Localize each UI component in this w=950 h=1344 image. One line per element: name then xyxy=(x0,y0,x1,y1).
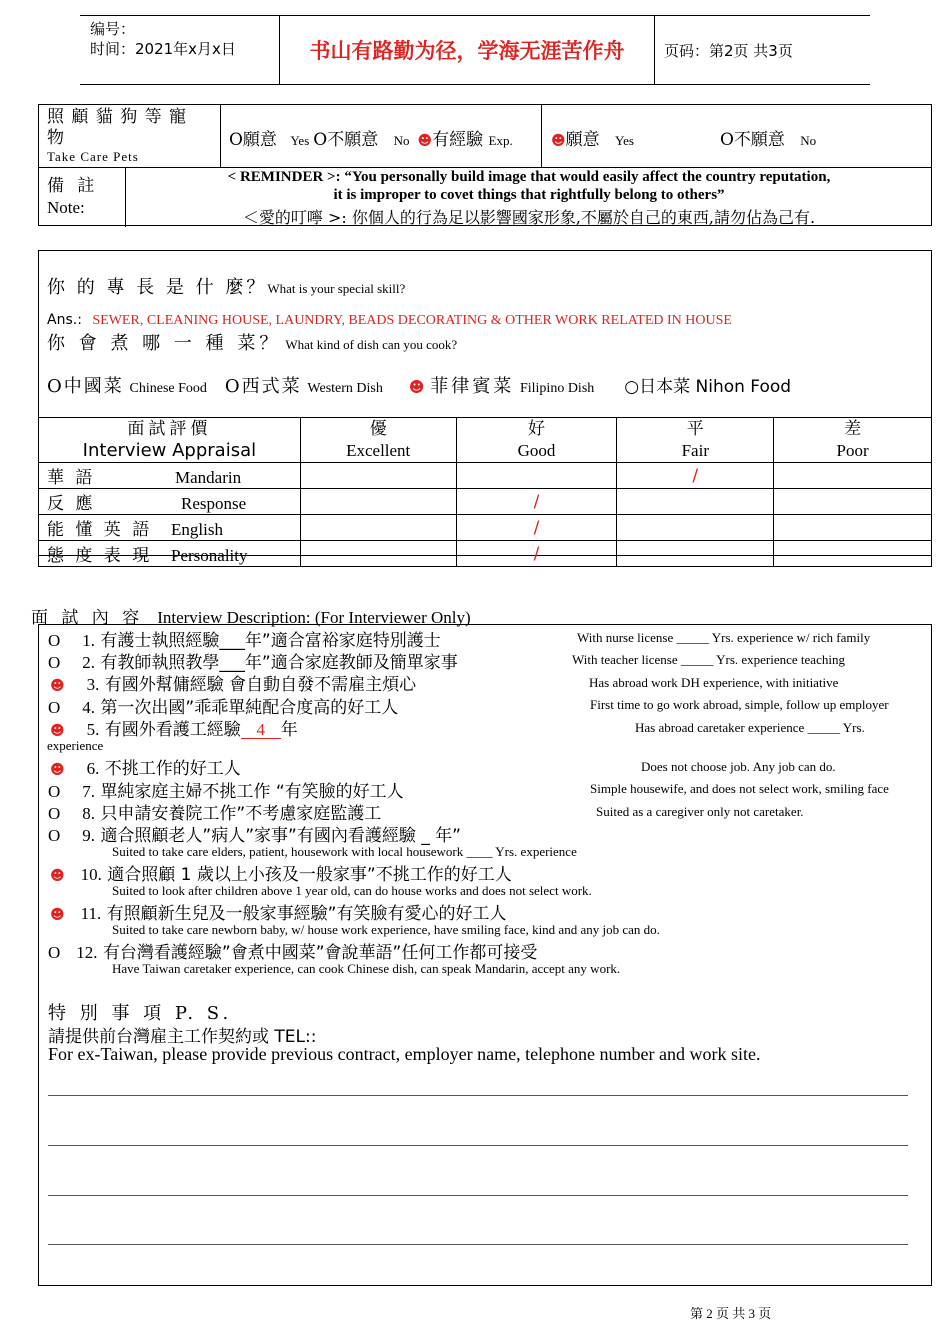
header-motto: 书山有路勤为径，学海无涯苦作舟 xyxy=(280,16,655,84)
checked-mark-icon: ☻ xyxy=(50,907,65,923)
checked-mark-icon: ☻ xyxy=(50,723,65,739)
dish-options: O中國菜 Chinese Food O西式菜 Western Dish ☻ 菲律賓菜 Filipino Dish ○日本菜 Nihon Food xyxy=(47,376,792,397)
rating-mark: / xyxy=(533,491,540,512)
checked-mark-icon: ☻ xyxy=(551,133,566,149)
interview-item-5-en-cont: experience xyxy=(47,738,104,753)
dish-opt-chinese[interactable]: O中國菜 xyxy=(47,376,124,397)
interview-item-9[interactable]: O 9. 適合照顧老人”病人”家事”有國內看護經驗 _ 年” xyxy=(48,826,461,846)
dish-question: 你 會 煮 哪 一 種 菜？ What kind of dish can you cook? xyxy=(47,333,458,354)
appraisal-row-personality: 態 度 表 現 Personality / xyxy=(39,541,932,567)
page-header xyxy=(80,15,870,85)
pets-options-left: O願意 Yes O不願意 No ☻有經驗 Exp. xyxy=(229,130,513,150)
pets-note-table xyxy=(38,104,932,226)
pets-opt-willing-2[interactable]: 願意 xyxy=(565,130,600,150)
ps-request-cn: 請提供前台灣雇主工作契約或 TEL:: xyxy=(48,1027,317,1047)
header-info xyxy=(80,16,280,84)
interview-item-2-en: With teacher license _____ Yrs. experience teaching xyxy=(572,652,845,667)
appraisal-header-cell: 面試評價 Interview Appraisal xyxy=(39,418,301,463)
time-label: 时间：2021年x月x日 xyxy=(90,40,236,58)
interview-item-1[interactable]: O 1. 有護士執照經驗___年”適合富裕家庭特別護士 xyxy=(48,631,441,651)
pets-options-right: ☻願意 Yes O不願意 No xyxy=(551,130,817,150)
skill-question: 你 的 專 長 是 什 麼？What is your special skill? xyxy=(47,277,406,298)
checked-mark-icon: ☻ xyxy=(408,378,425,396)
rating-mark: / xyxy=(692,465,699,486)
caretaker-years-value[interactable]: 4 xyxy=(241,721,281,739)
interview-item-6[interactable]: ☻ 6. 不挑工作的好工人 xyxy=(50,759,241,779)
ps-input-line[interactable] xyxy=(48,1095,908,1096)
skill-answer: Ans.: SEWER, CLEANING HOUSE, LAUNDRY, BEADS DECORATING & OTHER WORK RELATED IN HOUSE xyxy=(47,312,732,328)
appraisal-table xyxy=(38,417,932,567)
interview-item-10-en: Suited to look after children above 1 year old, can do house works and does not select work. xyxy=(112,883,592,898)
checked-mark-icon: ☻ xyxy=(417,133,433,149)
pets-opt-experience[interactable]: 有經驗 xyxy=(432,130,484,150)
interview-item-3[interactable]: ☻ 3. 有國外幫傭經驗 會自動自發不需雇主煩心 xyxy=(50,675,417,695)
col-excellent: 優 Excellent xyxy=(300,418,456,463)
interview-item-10[interactable]: ☻ 10. 適合照顧 1 歲以上小孩及一般家事”不挑工作的好工人 xyxy=(50,865,512,885)
rating-mark: / xyxy=(533,517,540,538)
checked-mark-icon: ☻ xyxy=(50,762,65,778)
ps-input-line[interactable] xyxy=(48,1195,908,1196)
pets-opt-willing[interactable]: O願意 xyxy=(229,130,277,150)
checked-mark-icon: ☻ xyxy=(50,868,65,884)
interview-item-3-en: Has abroad work DH experience, with initiative xyxy=(589,675,839,690)
interview-item-8-en: Suited as a caregiver only not caretaker. xyxy=(596,804,804,819)
checked-mark-icon: ☻ xyxy=(50,678,65,694)
ps-request-en: For ex-Taiwan, please provide previous contract, employer name, telephone number and work site. xyxy=(48,1044,761,1064)
interview-item-11-en: Suited to take care newborn baby, w/ house work experience, have smiling face, kind and any job can do. xyxy=(112,922,660,937)
col-good: 好 Good xyxy=(456,418,617,463)
interview-item-7-en: Simple housewife, and does not select work, smiling face xyxy=(590,781,889,796)
dish-opt-japanese[interactable]: ○日本菜 Nihon Food xyxy=(624,377,792,397)
rating-mark: / xyxy=(533,543,540,564)
interview-item-4[interactable]: O 4. 第一次出國”乖乖單純配合度高的好工人 xyxy=(48,698,399,718)
appraisal-header-row xyxy=(39,418,932,463)
interview-item-12[interactable]: O 12. 有台灣看護經驗”會煮中國菜”會說華語”任何工作都可接受 xyxy=(48,943,538,963)
appraisal-row-mandarin: 華 語 Mandarin / xyxy=(39,463,932,489)
interview-item-12-en: Have Taiwan caretaker experience, can cook Chinese dish, can speak Mandarin, accept any work. xyxy=(112,961,621,976)
interview-item-5-en: Has abroad caretaker experience _____ Yrs. xyxy=(635,720,865,735)
ps-input-line[interactable] xyxy=(48,1244,908,1245)
page-footer: 第 2 页 共 3 页 xyxy=(690,1306,772,1321)
ps-title: 特 別 事 項 P. S. xyxy=(48,1003,233,1024)
reminder-en: < REMINDER >: “You personally build image that would easily affect the country reputation, it is improper to covet things that rightfully belong to others” xyxy=(227,169,831,203)
interview-item-7[interactable]: O 7. 單純家庭主婦不挑工作 “有笑臉的好工人 xyxy=(48,782,404,802)
appraisal-row-response: 反 應 Response / xyxy=(39,489,932,515)
pets-label: 照 顧 貓 狗 等 寵 物 Take Care Pets xyxy=(47,107,188,164)
interview-item-11[interactable]: ☻ 11. 有照顧新生兒及一般家事經驗”有笑臉有愛心的好工人 xyxy=(50,904,507,924)
note-label: 備 註 Note: xyxy=(47,176,99,217)
interview-item-6-en: Does not choose job. Any job can do. xyxy=(641,759,836,774)
interview-item-2[interactable]: O 2. 有教師執照教學___年”適合家庭教師及簡單家事 xyxy=(48,653,458,673)
interview-item-4-en: First time to go work abroad, simple, follow up employer xyxy=(590,697,889,712)
interview-title: 面 試 內 容 Interview Description: (For Interviewer Only) xyxy=(31,608,471,628)
pets-opt-unwilling-2[interactable]: O不願意 xyxy=(719,130,785,150)
interview-item-1-en: With nurse license _____ Yrs. experience w/ rich family xyxy=(577,630,871,645)
number-label: 编号： xyxy=(90,20,136,38)
reminder-cn: ＜愛的叮嚀 >: 你個人的行為足以影響國家形象,不屬於自己的東西,請勿佔為己有. xyxy=(242,208,816,227)
dish-opt-western[interactable]: O西式菜 xyxy=(224,376,302,397)
skill-answer-value: SEWER, CLEANING HOUSE, LAUNDRY, BEADS DECORATING & OTHER WORK RELATED IN HOUSE xyxy=(92,313,732,328)
appraisal-row-english: 能 懂 英 語 English / xyxy=(39,515,932,541)
col-poor: 差 Poor xyxy=(774,418,932,463)
dish-opt-filipino[interactable]: 菲律賓菜 xyxy=(430,376,515,397)
interview-item-8[interactable]: O 8. 只申請安養院工作”不考慮家庭監護工 xyxy=(48,804,382,824)
interview-item-5[interactable]: ☻ 5. 有國外看護工經驗 4 年 xyxy=(50,720,298,740)
col-fair: 平 Fair xyxy=(617,418,774,463)
ps-input-line[interactable] xyxy=(48,1145,908,1146)
header-page-info: 页码：第2页 共3页 xyxy=(664,41,793,60)
pets-opt-unwilling[interactable]: O不願意 xyxy=(313,130,379,150)
interview-item-9-en: Suited to take care elders, patient, housework with local housework ____ Yrs. experience xyxy=(112,844,577,859)
